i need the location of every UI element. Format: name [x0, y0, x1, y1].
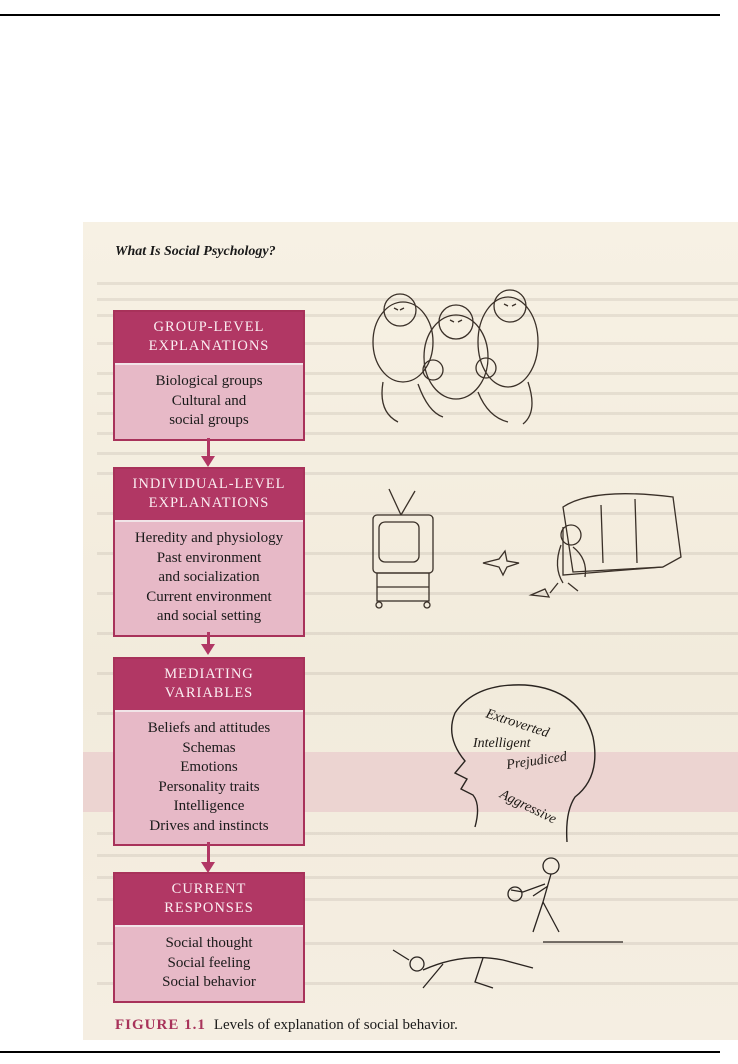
box-item: Social feeling: [167, 954, 251, 971]
shooting-scene-illustration: [383, 852, 623, 1002]
mediating-variables-box: [113, 657, 305, 846]
box-items: [115, 522, 303, 635]
scanned-figure: [83, 222, 738, 1040]
flow-arrow: [207, 842, 210, 864]
group-level-box: [113, 310, 305, 441]
head-word: Extroverted: [483, 706, 551, 742]
figure-caption-text: Levels of explanation of social behavior.: [213, 1017, 458, 1033]
box-item: Biological groups: [155, 373, 263, 389]
monkey-group-illustration: [358, 272, 548, 432]
box-item: and socialization: [158, 569, 260, 585]
box-item: social groups: [169, 412, 249, 428]
head-word: Intelligent: [473, 736, 531, 751]
running-header: What Is Social Psychology?: [115, 244, 276, 259]
box-title: INDIVIDUAL-LEVEL EXPLANATIONS: [115, 469, 303, 522]
box-item: Past environment: [156, 549, 262, 566]
box-item: Drives and instincts: [149, 817, 269, 834]
top-rule: [0, 14, 720, 16]
figure-label: FIGURE 1.1: [115, 1017, 206, 1033]
box-title: MEDIATING VARIABLES: [115, 659, 303, 712]
head-word: Prejudiced: [505, 749, 568, 773]
arrowhead: [201, 456, 215, 467]
box-item: Cultural and: [171, 392, 247, 409]
bottom-rule: [0, 1051, 720, 1053]
box-title: CURRENT RESPONSES: [115, 874, 303, 927]
box-item: Current environment: [146, 588, 272, 605]
box-title: GROUP-LEVEL EXPLANATIONS: [115, 312, 303, 365]
box-items: [115, 365, 303, 439]
head-traits-illustration: [415, 677, 615, 847]
current-responses-box: [113, 872, 305, 1003]
box-items: [115, 712, 303, 844]
box-item: Personality traits: [158, 778, 260, 795]
box-item: Beliefs and attitudes: [147, 720, 271, 736]
tv-couch-child-illustration: [363, 467, 693, 617]
box-item: Schemas: [182, 739, 236, 756]
individual-level-box: [113, 467, 305, 637]
box-items: [115, 927, 303, 1001]
head-word: Aggressive: [497, 787, 559, 828]
box-item: Emotions: [180, 759, 238, 775]
box-item: and social setting: [156, 608, 262, 624]
box-item: Social thought: [165, 935, 253, 951]
arrowhead: [201, 644, 215, 655]
box-item: Social behavior: [162, 974, 256, 990]
box-item: Intelligence: [173, 798, 245, 814]
flow-arrow: [207, 438, 210, 458]
box-item: Heredity and physiology: [134, 530, 284, 546]
figure-caption: [115, 1017, 458, 1034]
